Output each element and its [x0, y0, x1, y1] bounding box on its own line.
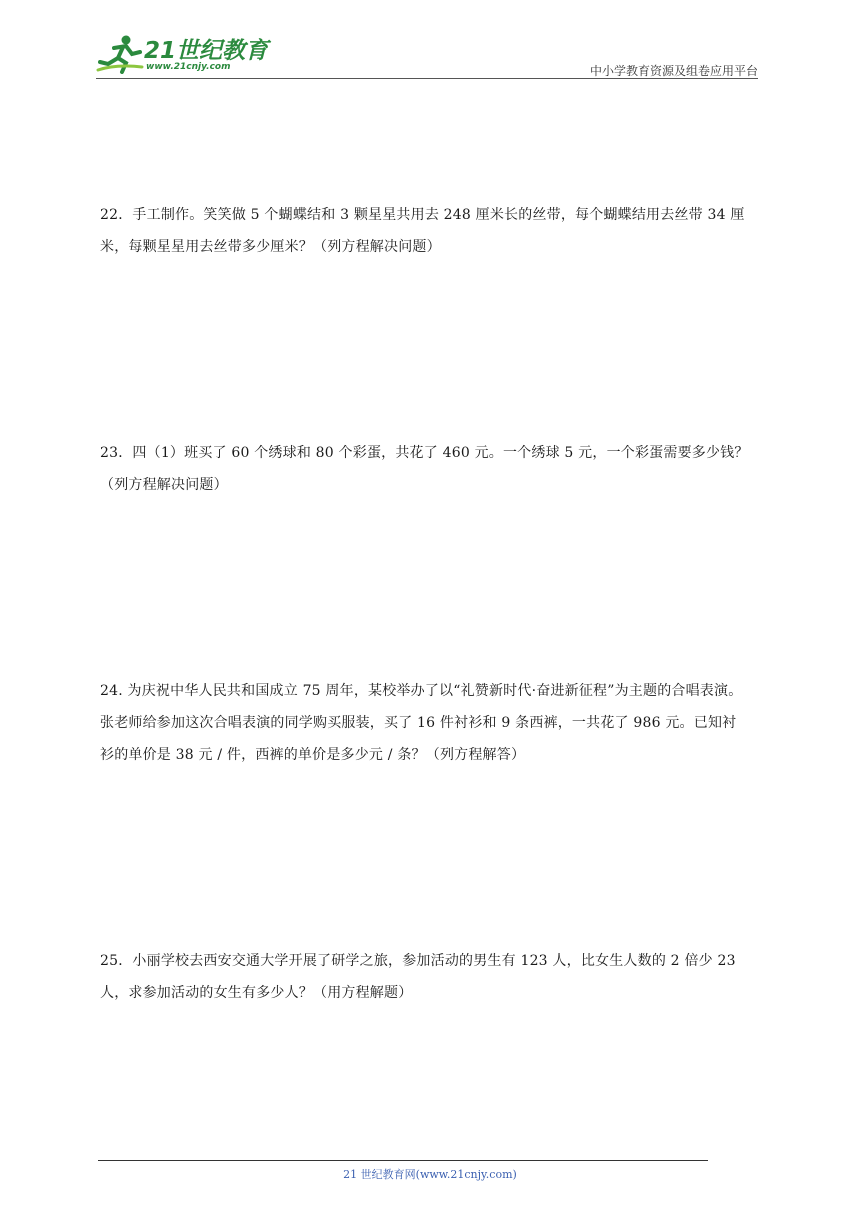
question-25: [100, 945, 760, 1009]
footer-divider: [98, 1160, 708, 1161]
question-23: [100, 437, 760, 501]
question-24: [100, 675, 760, 771]
header-divider: [96, 78, 758, 79]
question-text-line: 衫的单价是 38 元 / 件，西裤的单价是多少元 / 条？（列方程解答）: [100, 747, 526, 763]
question-text-line: （列方程解决问题）: [100, 477, 228, 493]
site-logo: [96, 34, 269, 76]
logo-text: 21世纪教育: [144, 38, 269, 64]
question-text-line: 23．四（1）班买了 60 个绣球和 80 个彩蛋，共花了 460 元。一个绣球 5 元，一个彩蛋需要多少钱？: [100, 445, 749, 461]
footer-link[interactable]: 21 世纪教育网(www.21cnjy.com): [343, 1168, 517, 1181]
logo-subtext: www.21cnjy.com: [146, 62, 231, 72]
question-22: [100, 199, 760, 263]
question-text-line: 人，求参加活动的女生有多少人？（用方程解题）: [100, 985, 413, 1001]
page-header: [96, 28, 760, 80]
question-text-line: 24. 为庆祝中华人民共和国成立 75 周年，某校举办了以“礼赞新时代·奋进新征程”为主题的合唱表演。: [100, 683, 743, 699]
platform-name: 中小学教育资源及组卷应用平台: [589, 64, 758, 78]
question-text-line: 25．小丽学校去西安交通大学开展了研学之旅，参加活动的男生有 123 人，比女生人数的 2 倍少 23: [100, 953, 736, 969]
question-text-line: 米，每颗星星用去丝带多少厘米？（列方程解决问题）: [100, 239, 441, 255]
running-figure-icon: [96, 34, 146, 74]
question-text-line: 张老师给参加这次合唱表演的同学购买服装，买了 16 件衬衫和 9 条西裤，一共花了 986 元。已知衬: [100, 715, 737, 731]
question-text-line: 22．手工制作。笑笑做 5 个蝴蝶结和 3 颗星星共用去 248 厘米长的丝带，每个蝴蝶结用去丝带 34 厘: [100, 207, 745, 223]
